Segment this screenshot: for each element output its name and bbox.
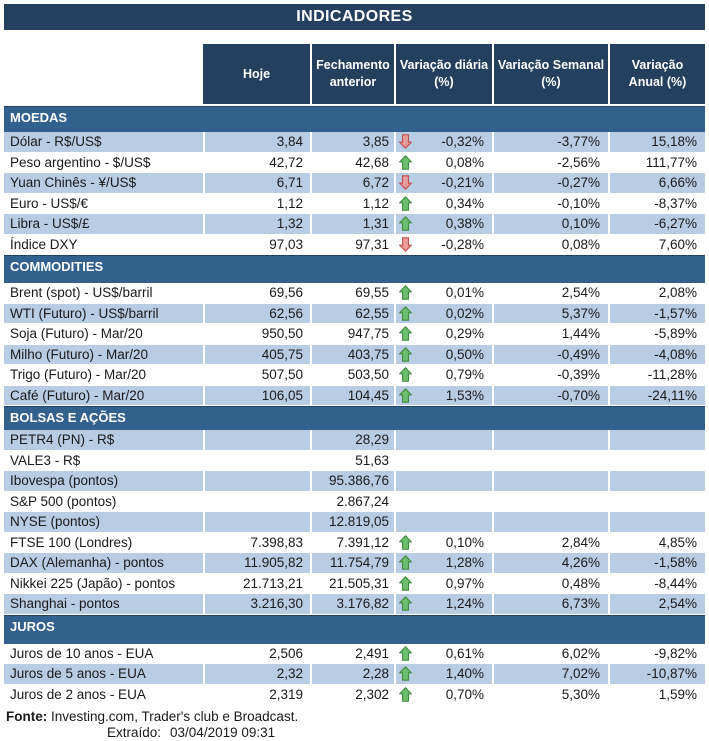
var-diaria-cell xyxy=(394,512,492,532)
row-label: DAX (Alemanha) - pontos xyxy=(4,553,203,573)
hoje-value: 69,56 xyxy=(203,283,310,303)
fechamento-value: 2.867,24 xyxy=(310,492,394,512)
var-semanal-value: -0,39% xyxy=(492,365,608,385)
section-header-juros: JUROS xyxy=(4,615,705,644)
hoje-value xyxy=(203,471,310,491)
label-column-spacer xyxy=(4,44,203,104)
fechamento-value: 1,12 xyxy=(310,194,394,214)
up-arrow-icon xyxy=(399,687,412,702)
var-diaria-cell xyxy=(394,194,492,214)
var-diaria-cell xyxy=(394,430,492,450)
hoje-value: 3,84 xyxy=(203,132,310,152)
var-diaria-cell xyxy=(394,132,492,152)
var-diaria-value: 0,01% xyxy=(445,285,484,301)
var-semanal-value: -0,27% xyxy=(492,173,608,193)
row-label: Juros de 10 anos - EUA xyxy=(10,645,154,661)
var-diaria-value: 0,97% xyxy=(445,575,484,591)
up-arrow-icon xyxy=(399,388,412,403)
up-arrow-icon xyxy=(399,666,412,681)
up-arrow-icon xyxy=(399,646,412,661)
fechamento-value: 6,72 xyxy=(310,173,394,193)
hoje-value xyxy=(203,492,310,512)
fonte-text: Investing.com, Trader's club e Broadcast. xyxy=(47,709,299,724)
var-diaria-value: 0,34% xyxy=(445,195,484,211)
var-diaria-cell xyxy=(394,173,492,193)
row-label: VALE3 - R$ xyxy=(10,452,81,468)
column-header-text: Variação xyxy=(631,58,684,73)
var-diaria-value: 1,53% xyxy=(445,387,484,403)
footer-extraido-line xyxy=(107,725,709,741)
hoje-value: 3.216,30 xyxy=(203,594,310,614)
var-anual-value: -4,08% xyxy=(608,345,705,365)
var-anual-value: -1,58% xyxy=(608,553,705,573)
var-diaria-value: 0,61% xyxy=(445,645,484,661)
hoje-value: 7.398,83 xyxy=(203,533,310,553)
var-diaria-value: -0,21% xyxy=(441,175,484,191)
indicators-table xyxy=(4,106,705,705)
var-diaria-cell xyxy=(394,533,492,553)
up-arrow-icon xyxy=(399,596,412,611)
fechamento-value: 95.386,76 xyxy=(310,471,394,491)
hoje-value: 2,32 xyxy=(203,664,310,684)
column-header-variacao-diaria xyxy=(394,44,492,104)
table-row xyxy=(4,574,705,595)
column-header-text: Variação diária xyxy=(399,58,489,73)
var-diaria-cell xyxy=(394,386,492,406)
fechamento-value: 3,85 xyxy=(310,132,394,152)
hoje-value: 97,03 xyxy=(203,235,310,255)
fechamento-value: 2,302 xyxy=(310,685,394,705)
row-label: WTI (Futuro) - US$/barril xyxy=(4,304,203,324)
var-anual-value: 111,77% xyxy=(608,153,705,173)
var-semanal-value xyxy=(492,451,608,471)
var-diaria-value: 1,24% xyxy=(445,596,484,612)
table-row xyxy=(4,492,705,513)
var-semanal-value: 4,26% xyxy=(492,553,608,573)
var-diaria-cell xyxy=(394,365,492,385)
up-arrow-icon xyxy=(399,555,412,570)
row-label: PETR4 (PN) - R$ xyxy=(4,430,203,450)
page-title: INDICADORES xyxy=(296,8,413,25)
var-semanal-value: -0,70% xyxy=(492,386,608,406)
row-label: Nikkei 225 (Japão) - pontos xyxy=(10,575,176,591)
var-semanal-value: -0,10% xyxy=(492,194,608,214)
footer xyxy=(6,708,709,741)
up-arrow-icon xyxy=(399,306,412,321)
fechamento-value: 62,55 xyxy=(310,304,394,324)
table-row xyxy=(4,512,705,533)
var-semanal-value: 2,84% xyxy=(492,533,608,553)
up-arrow-icon xyxy=(399,576,412,591)
section-header-commodities: COMMODITIES xyxy=(4,255,705,283)
var-anual-value: -10,87% xyxy=(608,664,705,684)
up-arrow-icon xyxy=(399,326,412,341)
var-diaria-value: 0,79% xyxy=(445,367,484,383)
column-header-variacao-anual xyxy=(608,44,705,104)
column-header-text: (%) xyxy=(434,75,454,89)
var-diaria-value: 0,29% xyxy=(445,326,484,342)
var-diaria-value: 0,10% xyxy=(445,534,484,550)
down-arrow-icon xyxy=(399,175,412,190)
up-arrow-icon xyxy=(399,196,412,211)
var-semanal-value: -2,56% xyxy=(492,153,608,173)
row-label: Milho (Futuro) - Mar/20 xyxy=(4,345,203,365)
var-semanal-value: 6,73% xyxy=(492,594,608,614)
fechamento-value: 69,55 xyxy=(310,283,394,303)
table-row xyxy=(4,451,705,472)
table-row xyxy=(4,533,705,554)
var-anual-value: 7,60% xyxy=(608,235,705,255)
row-label: Soja (Futuro) - Mar/20 xyxy=(10,326,143,342)
var-diaria-value: 0,02% xyxy=(445,305,484,321)
var-anual-value: 15,18% xyxy=(608,132,705,152)
var-semanal-value xyxy=(492,471,608,491)
table-row xyxy=(4,644,705,665)
down-arrow-icon xyxy=(399,134,412,149)
table-row xyxy=(4,685,705,706)
row-label: Brent (spot) - US$/barril xyxy=(10,285,153,301)
hoje-value: 950,50 xyxy=(203,324,310,344)
var-anual-value: -8,44% xyxy=(608,574,705,594)
table-row xyxy=(4,594,705,615)
var-diaria-value: 1,40% xyxy=(445,666,484,682)
var-semanal-value xyxy=(492,492,608,512)
var-diaria-value: -0,32% xyxy=(441,134,484,150)
var-semanal-value: -3,77% xyxy=(492,132,608,152)
hoje-value: 1,32 xyxy=(203,214,310,234)
row-label: Índice DXY xyxy=(10,236,78,252)
column-header-row xyxy=(4,44,705,104)
var-semanal-value: 2,54% xyxy=(492,283,608,303)
hoje-value: 106,05 xyxy=(203,386,310,406)
var-anual-value: -11,28% xyxy=(608,365,705,385)
fechamento-value: 21.505,31 xyxy=(310,574,394,594)
column-header-text: (%) xyxy=(541,75,561,89)
fechamento-value: 11.754,79 xyxy=(310,553,394,573)
fechamento-value: 3.176,82 xyxy=(310,594,394,614)
var-semanal-value xyxy=(492,512,608,532)
extraido-value: 03/04/2019 09:31 xyxy=(170,725,276,740)
fechamento-value: 104,45 xyxy=(310,386,394,406)
table-row xyxy=(4,304,705,325)
fechamento-value: 51,63 xyxy=(310,451,394,471)
fechamento-value: 42,68 xyxy=(310,153,394,173)
fechamento-value: 7.391,12 xyxy=(310,533,394,553)
table-row xyxy=(4,194,705,215)
var-anual-value xyxy=(608,451,705,471)
row-label: Trigo (Futuro) - Mar/20 xyxy=(10,367,147,383)
row-label: Ibovespa (pontos) xyxy=(4,471,203,491)
var-diaria-cell xyxy=(394,345,492,365)
var-diaria-cell xyxy=(394,283,492,303)
hoje-value: 21.713,21 xyxy=(203,574,310,594)
hoje-value: 42,72 xyxy=(203,153,310,173)
fonte-label: Fonte: xyxy=(6,709,48,724)
up-arrow-icon xyxy=(399,535,412,550)
row-label: Shanghai - pontos xyxy=(4,594,203,614)
hoje-value: 11.905,82 xyxy=(203,553,310,573)
table-row xyxy=(4,153,705,174)
var-anual-value: -8,37% xyxy=(608,194,705,214)
var-diaria-value: 1,28% xyxy=(445,555,484,571)
column-header-hoje xyxy=(203,44,310,104)
var-diaria-value: 0,38% xyxy=(445,216,484,232)
row-label: NYSE (pontos) xyxy=(4,512,203,532)
row-label: Yuan Chinês - ¥/US$ xyxy=(4,173,203,193)
table-row xyxy=(4,324,705,345)
var-semanal-value: 0,08% xyxy=(492,235,608,255)
fechamento-value: 97,31 xyxy=(310,235,394,255)
table-row xyxy=(4,235,705,256)
hoje-value xyxy=(203,430,310,450)
table-row xyxy=(4,553,705,574)
column-header-text: Anual (%) xyxy=(628,75,687,89)
var-diaria-value: 0,50% xyxy=(445,346,484,362)
row-label: Euro - US$/€ xyxy=(10,195,89,211)
table-row xyxy=(4,214,705,235)
fechamento-value: 403,75 xyxy=(310,345,394,365)
table-row xyxy=(4,365,705,386)
var-anual-value: 6,66% xyxy=(608,173,705,193)
fechamento-value: 12.819,05 xyxy=(310,512,394,532)
var-anual-value: -9,82% xyxy=(608,644,705,664)
column-header-fechamento-anterior xyxy=(310,44,394,104)
hoje-value: 2,319 xyxy=(203,685,310,705)
fechamento-value: 1,31 xyxy=(310,214,394,234)
hoje-value xyxy=(203,451,310,471)
table-row xyxy=(4,345,705,366)
fechamento-value: 2,28 xyxy=(310,664,394,684)
hoje-value: 6,71 xyxy=(203,173,310,193)
var-anual-value: 4,85% xyxy=(608,533,705,553)
table-row xyxy=(4,430,705,451)
fechamento-value: 947,75 xyxy=(310,324,394,344)
var-diaria-cell xyxy=(394,492,492,512)
footer-fonte-line xyxy=(6,708,709,725)
row-label: Libra - US$/£ xyxy=(4,214,203,234)
column-header-text: Fechamento xyxy=(316,58,390,73)
up-arrow-icon xyxy=(399,216,412,231)
up-arrow-icon xyxy=(399,347,412,362)
var-semanal-value: 7,02% xyxy=(492,664,608,684)
row-label: S&P 500 (pontos) xyxy=(10,493,117,509)
var-diaria-value: 0,08% xyxy=(445,154,484,170)
var-diaria-value: -0,28% xyxy=(441,236,484,252)
var-semanal-value: 1,44% xyxy=(492,324,608,344)
var-anual-value xyxy=(608,492,705,512)
row-label: Peso argentino - $/US$ xyxy=(10,154,151,170)
var-diaria-value: 0,70% xyxy=(445,686,484,702)
var-diaria-cell xyxy=(394,553,492,573)
var-anual-value: -1,57% xyxy=(608,304,705,324)
fechamento-value: 28,29 xyxy=(310,430,394,450)
var-diaria-cell xyxy=(394,324,492,344)
down-arrow-icon xyxy=(399,237,412,252)
column-header-text: Variação Semanal xyxy=(497,58,605,73)
var-anual-value: 2,54% xyxy=(608,594,705,614)
table-row xyxy=(4,173,705,194)
hoje-value: 1,12 xyxy=(203,194,310,214)
column-header-text: anterior xyxy=(329,75,377,89)
var-anual-value: -6,27% xyxy=(608,214,705,234)
var-diaria-cell xyxy=(394,644,492,664)
row-label: Dólar - R$/US$ xyxy=(4,132,203,152)
var-diaria-cell xyxy=(394,685,492,705)
row-label: Café (Futuro) - Mar/20 xyxy=(4,386,203,406)
var-anual-value: 1,59% xyxy=(608,685,705,705)
fechamento-value: 2,491 xyxy=(310,644,394,664)
var-semanal-value: 6,02% xyxy=(492,644,608,664)
row-label: FTSE 100 (Londres) xyxy=(10,534,133,550)
table-row xyxy=(4,471,705,492)
var-diaria-cell xyxy=(394,594,492,614)
hoje-value: 2,506 xyxy=(203,644,310,664)
section-header-moedas: MOEDAS xyxy=(4,106,705,132)
section-header-bolsas-e-acoes: BOLSAS E AÇÕES xyxy=(4,406,705,430)
hoje-value: 405,75 xyxy=(203,345,310,365)
row-label: Juros de 5 anos - EUA xyxy=(4,664,203,684)
up-arrow-icon xyxy=(399,155,412,170)
hoje-value xyxy=(203,512,310,532)
extraido-label: Extraído: xyxy=(107,725,162,740)
var-anual-value xyxy=(608,430,705,450)
var-semanal-value: 0,48% xyxy=(492,574,608,594)
var-anual-value xyxy=(608,512,705,532)
table-row xyxy=(4,664,705,685)
column-header-text: Hoje xyxy=(242,66,271,81)
fechamento-value: 503,50 xyxy=(310,365,394,385)
var-diaria-cell xyxy=(394,664,492,684)
title-bar xyxy=(4,4,705,30)
var-diaria-cell xyxy=(394,235,492,255)
var-semanal-value xyxy=(492,430,608,450)
table-row xyxy=(4,132,705,153)
var-diaria-cell xyxy=(394,574,492,594)
row-label: Juros de 2 anos - EUA xyxy=(10,686,146,702)
var-semanal-value: 5,30% xyxy=(492,685,608,705)
table-row xyxy=(4,386,705,407)
var-diaria-cell xyxy=(394,471,492,491)
var-anual-value: -5,89% xyxy=(608,324,705,344)
var-semanal-value: 5,37% xyxy=(492,304,608,324)
column-header-variacao-semanal xyxy=(492,44,608,104)
var-anual-value xyxy=(608,471,705,491)
table-row xyxy=(4,283,705,304)
var-diaria-cell xyxy=(394,214,492,234)
up-arrow-icon xyxy=(399,367,412,382)
var-semanal-value: 0,10% xyxy=(492,214,608,234)
var-anual-value: -24,11% xyxy=(608,386,705,406)
var-anual-value: 2,08% xyxy=(608,283,705,303)
hoje-value: 507,50 xyxy=(203,365,310,385)
hoje-value: 62,56 xyxy=(203,304,310,324)
var-diaria-cell xyxy=(394,304,492,324)
up-arrow-icon xyxy=(399,285,412,300)
var-diaria-cell xyxy=(394,153,492,173)
var-semanal-value: -0,49% xyxy=(492,345,608,365)
var-diaria-cell xyxy=(394,451,492,471)
